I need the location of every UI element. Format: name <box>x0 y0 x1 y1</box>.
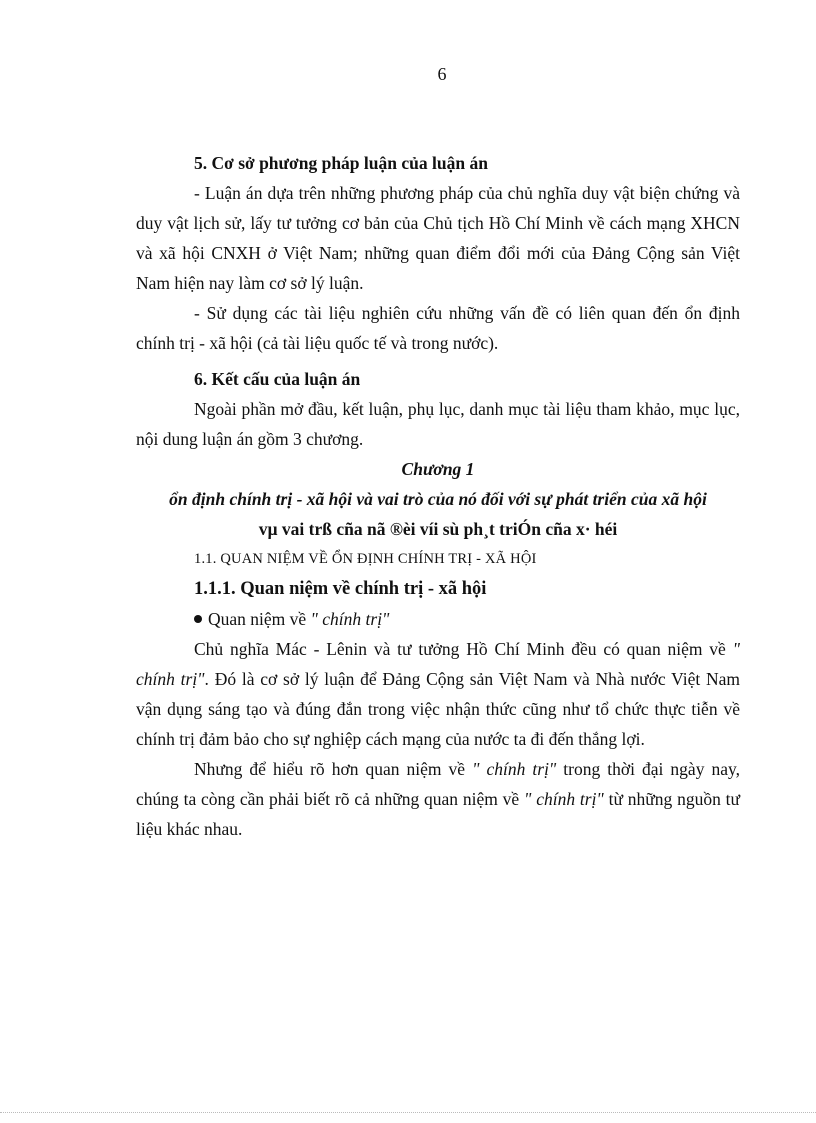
bullet-term: " chính trị" <box>310 609 390 629</box>
section-6-heading: 6. Kết cấu của luận án <box>194 369 361 389</box>
p2-term-2: " chính trị" <box>524 789 604 809</box>
p2-term-1: " chính trị" <box>472 759 557 779</box>
footer-divider <box>0 1112 816 1113</box>
section-1-1-heading: 1.1. QUAN NIỆM VỀ ỔN ĐỊNH CHÍNH TRỊ - XÃ HỘI <box>194 551 537 567</box>
page-number: 6 <box>437 64 447 84</box>
chapter-title-garbled: vµ vai trß cña nã ®èi víi sù ph¸t triÓn cña x· héi <box>258 519 618 539</box>
p1-text-b: . Đó là cơ sở lý luận để Đảng Cộng sản Việt Nam và Nhà nước Việt Nam vận dụng sáng tạo và đúng đắn trong việc nhận thức cũng như tổ chức thực tiễn về chính trị đảm bảo cho sự nghiệp cách mạng của nước ta đi đến thắng lợi. <box>136 669 741 749</box>
p2-text-a: Nhưng để hiểu rõ hơn quan niệm về <box>194 759 473 779</box>
p1-term: " chính trị" <box>136 639 740 689</box>
bullet-dot-icon <box>194 615 202 623</box>
chapter-title: ổn định chính trị - xã hội và vai trò của nó đối với sự phát triển của xã hội <box>169 489 707 509</box>
p2-text-b: trong thời đại ngày nay, chúng ta còng cần phải biết rõ cả những quan niệm về <box>136 759 740 809</box>
section-5-paragraph-1: - Luận án dựa trên những phương pháp của chủ nghĩa duy vật biện chứng và duy vật lịch sử, lấy tư tưởng cơ bản của Chủ tịch Hồ Chí Minh về cách mạng XHCN và xã hội CNXH ở Việt Nam; những quan điểm đổi mới của Đảng Cộng sản Việt Nam hiện nay làm cơ sở lý luận. <box>136 183 740 293</box>
section-1-1-1-heading: 1.1.1. Quan niệm về chính trị - xã hội <box>194 579 487 599</box>
section-5-paragraph-2: - Sử dụng các tài liệu nghiên cứu những vấn đề có liên quan đến ổn định chính trị - xã hội (cả tài liệu quốc tế và trong nước). <box>136 303 740 353</box>
section-1-1-1-paragraph-2 <box>136 754 740 844</box>
p1-text-a: Chủ nghĩa Mác - Lênin và tư tưởng Hồ Chí Minh đều có quan niệm về <box>194 639 733 659</box>
section-6-paragraph-1: Ngoài phần mở đầu, kết luận, phụ lục, danh mục tài liệu tham khảo, mục lục, nội dung luận án gồm 3 chương. <box>136 399 740 449</box>
section-1-1-1-paragraph-1 <box>136 634 740 754</box>
bullet-prefix: Quan niệm về <box>208 609 311 629</box>
p2-text-c: từ những nguồn tư liệu khác nhau. <box>136 789 740 839</box>
page-content <box>136 148 740 844</box>
section-5-heading: 5. Cơ sở phương pháp luận của luận án <box>194 153 488 173</box>
chapter-label: Chương 1 <box>401 459 475 479</box>
bullet-item <box>136 604 740 634</box>
